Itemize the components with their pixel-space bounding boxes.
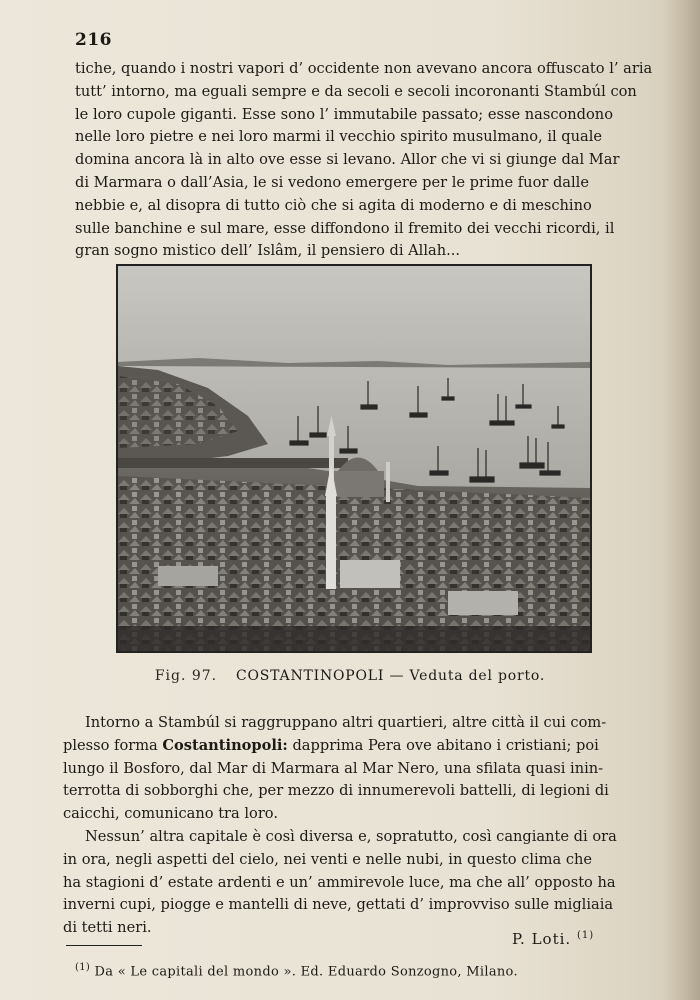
text-line [63, 735, 628, 758]
author-signature [512, 930, 594, 948]
text-line: nebbie e, al disopra di tutto ciò che si agita di moderno e di meschino [75, 196, 592, 214]
constantinople-harbor-image [118, 266, 590, 651]
text-segment: dapprima Pera ove abitano i cristiani; poi [287, 736, 599, 754]
text-line: inverni cupi, piogge e mantelli di neve, gettati d’ improvviso sulle migliaia [63, 896, 614, 914]
text-line: tiche, quando i nostri vapori d’ occidente non avevano ancora offuscato l’ aria [75, 60, 653, 77]
text-line: lungo il Bosforo, dal Mar di Marmara al Mar Nero, una sfilata quasi inin- [63, 759, 604, 777]
text-line: le loro cupole giganti. Esse sono l’ immutabile passato; esse nascondono [75, 105, 613, 123]
figure-title: COSTANTINOPOLI — Veduta del porto. [236, 668, 546, 684]
text-line: tutt’ intorno, ma eguali sempre e da secoli e secoli incoronanti Stambúl con [75, 82, 637, 100]
text-line: di tetti neri. [63, 919, 152, 937]
text-line: nelle loro pietre e nei loro marmi il vecchio spirito musulmano, il quale [75, 128, 603, 146]
text-line: di Marmara o dall’Asia, le si vedono emergere per le prime fuor dalle [75, 173, 589, 191]
text-line: ha stagioni d’ estate ardenti e un’ ammirevole luce, ma che all’ opposto ha [63, 873, 616, 891]
footnote [75, 962, 518, 979]
paragraph-nessun [63, 826, 628, 940]
figure-caption [0, 668, 700, 684]
text-line: in ora, negli aspetti del cielo, nei venti e nelle nubi, in questo clima che [63, 850, 593, 868]
text-segment: plesso forma [63, 736, 163, 754]
footnote-reference: (1) [576, 930, 595, 941]
text-line: caicchi, comunicano tra loro. [63, 805, 278, 823]
text-line: gran sogno mistico dell’ Islâm, il pensiero di Allah... [75, 242, 461, 260]
text-line: terrotta di sobborghi che, per mezzo di innumerevoli battelli, di legioni di [63, 782, 609, 800]
page-number: 216 [75, 30, 112, 50]
text-line: Nessun’ altra capitale è così diversa e, sopratutto, così cangiante di ora [85, 828, 617, 845]
bold-term: Costantinopoli: [162, 736, 288, 754]
text-line: Intorno a Stambúl si raggruppano altri quartieri, altre città il cui com- [85, 714, 607, 731]
footnote-divider [66, 945, 142, 946]
text-line: domina ancora là in alto ove esse si levano. Allor che vi si giunge dal Mar [75, 151, 620, 169]
figure-number: Fig. 97. [154, 668, 218, 684]
footnote-text: Da « Le capitali del mondo ». Ed. Eduardo Sonzogno, Milano. [94, 964, 518, 980]
paragraph-intorno [63, 712, 628, 826]
paragraph-continuation [75, 58, 653, 263]
page-edge-shadow [664, 0, 700, 1000]
text-line: sulle banchine e sul mare, esse diffondono il fremito dei vecchi ricordi, il [75, 219, 615, 237]
footnote-mark: (1) [75, 962, 91, 973]
harbor-photograph [116, 264, 592, 653]
author-name: P. Loti. [512, 930, 572, 948]
